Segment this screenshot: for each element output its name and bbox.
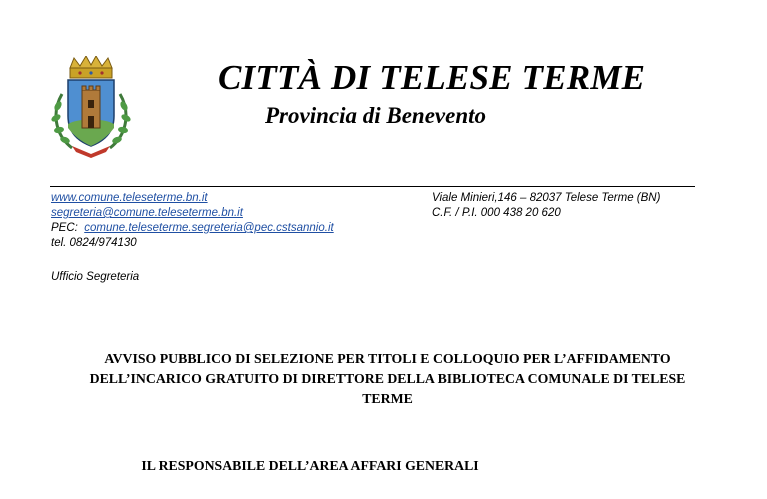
tax-id-text: C.F. / P.I. 000 438 20 620: [432, 207, 561, 219]
page-subtitle: Provincia di Benevento: [265, 103, 487, 128]
address-text: Viale Minieri,146 – 82037 Telese Terme (BN): [432, 192, 661, 204]
contact-block-right: [432, 191, 660, 221]
pec-link[interactable]: comune.teleseterme.segreteria@pec.cstsannio.it: [84, 222, 334, 234]
notice-title: [40, 349, 735, 409]
phone-number: tel. 0824/974130: [51, 237, 137, 249]
coat-of-arms-icon: [50, 56, 132, 158]
website-link[interactable]: www.comune.teleseterme.bn.it: [51, 192, 208, 204]
responsible-heading: IL RESPONSABILE DELL’AREA AFFARI GENERALI: [141, 458, 479, 473]
office-name: Ufficio Segreteria: [51, 271, 140, 283]
notice-line-3: TERME: [362, 391, 413, 406]
page-title: CITTÀ DI TELESE TERME: [218, 58, 646, 97]
notice-line-2: DELL’INCARICO GRATUITO DI DIRETTORE DELLA BIBLIOTECA COMUNALE DI TELESE: [89, 371, 686, 386]
email-link[interactable]: segreteria@comune.teleseterme.bn.it: [51, 207, 243, 219]
contact-block-left: [51, 191, 334, 251]
header-divider: [50, 186, 695, 187]
pec-label: PEC:: [51, 222, 78, 234]
notice-line-1: AVVISO PUBBLICO DI SELEZIONE PER TITOLI E COLLOQUIO PER L’AFFIDAMENTO: [104, 351, 671, 366]
